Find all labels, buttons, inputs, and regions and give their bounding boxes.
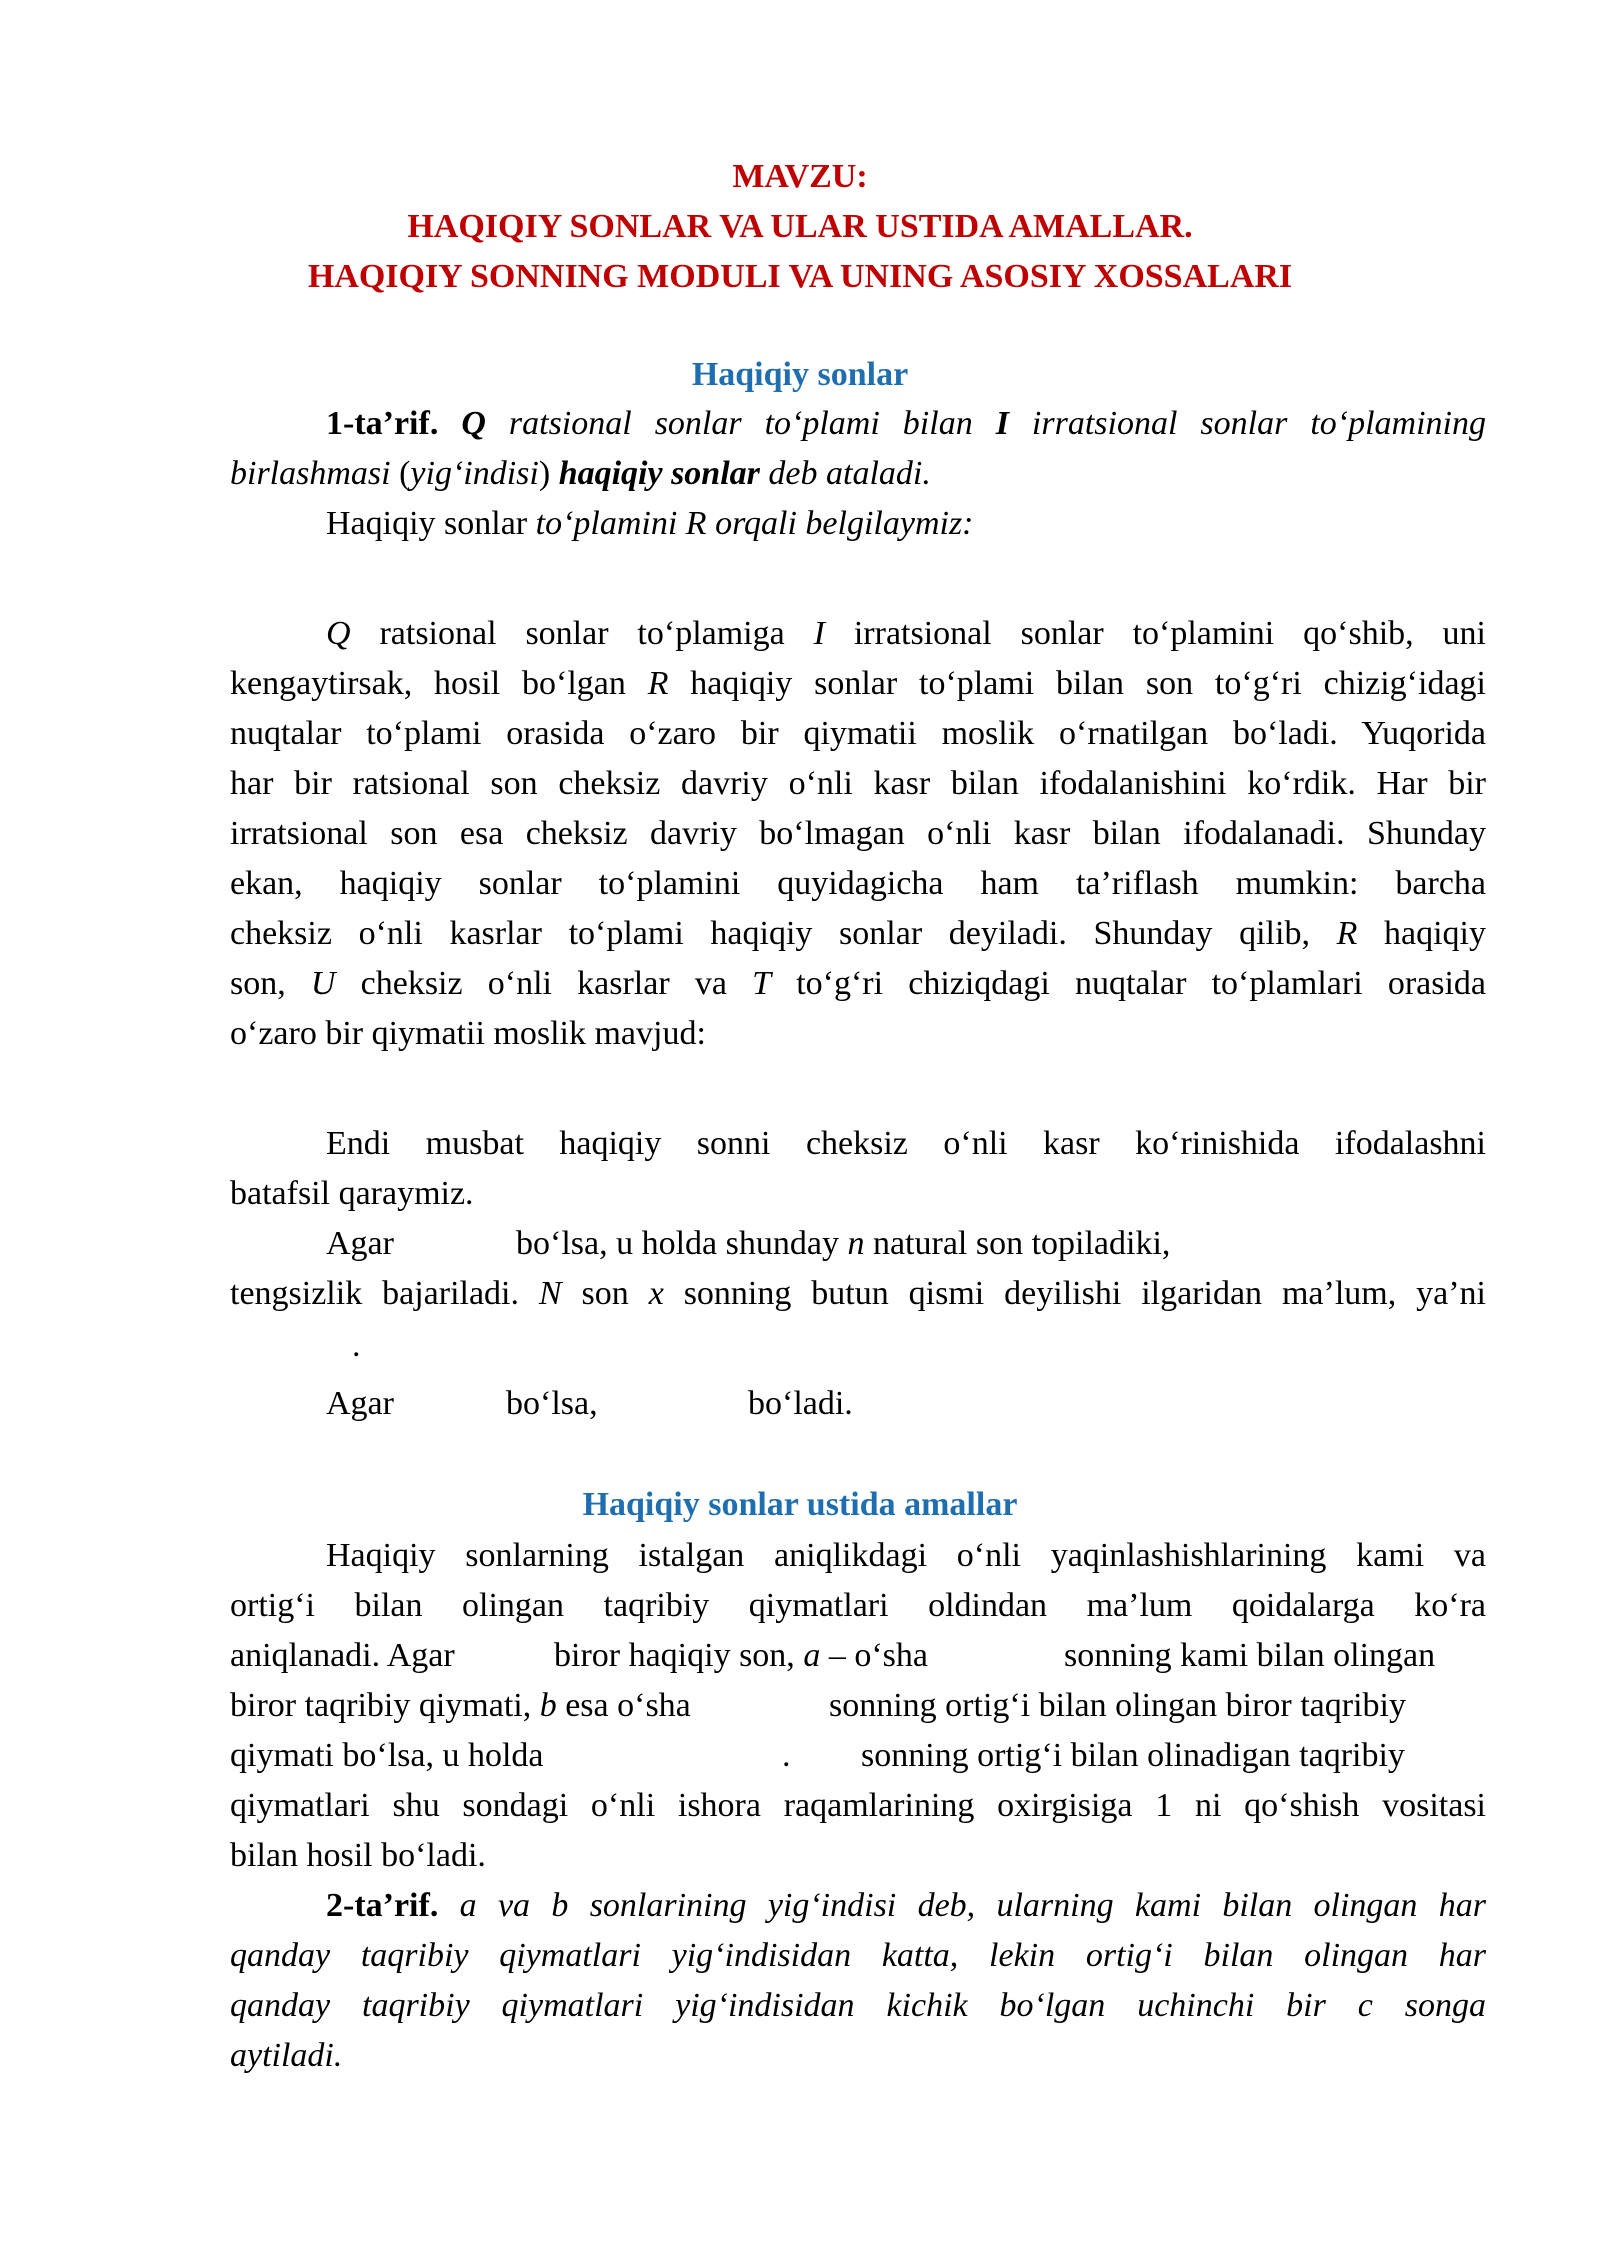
paragraph-2-line-6-bolsa: bo‘lsa,	[506, 1385, 598, 1422]
title-subtopic: HAQIQIY SONNING MODULI VA UNING ASOSIY XOSSALARI	[307, 258, 1293, 295]
operations-line-4-b: sonning ortig‘i bilan olingan biror taqribiy	[829, 1687, 1406, 1724]
notation-line: Haqiqiy sonlar to‘plamini R orqali belgilaymiz:	[326, 505, 974, 542]
paragraph-1-line-5: irratsional son esa cheksiz davriy bo‘lmagan o‘nli kasr bilan ifodalanadi. Shunday	[230, 815, 1486, 852]
operations-line-5-c: sonning ortig‘i bilan olinadigan taqribiy	[861, 1737, 1405, 1774]
paragraph-2-line-4: tengsizlik bajariladi. N son x sonning butun qismi deyilishi ilgaridan ma’lum, ya’ni	[230, 1275, 1486, 1312]
paragraph-1-line-8: son, U cheksiz o‘nli kasrlar va T to‘g‘ri chiziqdagi nuqtalar to‘plamlari orasida	[230, 965, 1486, 1002]
section-heading-haqiqiy-sonlar: Haqiqiy sonlar	[691, 356, 909, 393]
operations-line-4-a: biror taqribiy qiymati, b esa o‘sha	[230, 1687, 691, 1724]
section-heading-amallar: Haqiqiy sonlar ustida amallar	[582, 1486, 1018, 1523]
definition-2-line-1: 2-ta’rif. a va b sonlarining yig‘indisi deb, ularning kami bilan olingan har	[326, 1887, 1486, 1924]
definition-2-line-4: aytiladi.	[230, 2037, 343, 2074]
operations-line-3-a: aniqlanadi. Agar	[230, 1637, 455, 1674]
paragraph-2-line-5: .	[352, 1327, 361, 1364]
operations-line-5-a: qiymati bo‘lsa, u holda	[230, 1737, 544, 1774]
title-mavzu: MAVZU:	[732, 158, 868, 195]
definition-1-line-2: birlashmasi (yig‘indisi) haqiqiy sonlar deb ataladi.	[230, 455, 931, 492]
paragraph-2-line-3-rest: bo‘lsa, u holda shunday n natural son topiladiki,	[516, 1225, 1171, 1262]
paragraph-1-line-3: nuqtalar to‘plami orasida o‘zaro bir qiymatii moslik o‘rnatilgan bo‘ladi. Yuqorida	[230, 715, 1486, 752]
definition-2-line-3: qanday taqribiy qiymatlari yig‘indisidan kichik bo‘lgan uchinchi bir c songa	[230, 1987, 1486, 2024]
paragraph-1-line-9: o‘zaro bir qiymatii moslik mavjud:	[230, 1015, 706, 1052]
definition-2-label: 2-ta’rif.	[326, 1887, 439, 1924]
paragraph-2-line-3-agar: Agar	[326, 1225, 394, 1262]
operations-line-1: Haqiqiy sonlarning istalgan aniqlikdagi o‘nli yaqinlashishlarining kami va	[326, 1537, 1486, 1574]
paragraph-2-line-1: Endi musbat haqiqiy sonni cheksiz o‘nli kasr ko‘rinishida ifodalashni	[326, 1125, 1486, 1162]
paragraph-1-line-6: ekan, haqiqiy sonlar to‘plamini quyidagicha ham ta’riflash mumkin: barcha	[230, 865, 1486, 902]
paragraph-1-line-7: cheksiz o‘nli kasrlar to‘plami haqiqiy sonlar deyiladi. Shunday qilib, R haqiqiy	[230, 915, 1486, 952]
paragraph-1-line-4: har bir ratsional son cheksiz davriy o‘nli kasr bilan ifodalanishini ko‘rdik. Har bir	[230, 765, 1486, 802]
paragraph-1-line-2: kengaytirsak, hosil bo‘lgan R haqiqiy sonlar to‘plami bilan son to‘g‘ri chizig‘idagi	[230, 665, 1486, 702]
paragraph-2-line-6-agar: Agar	[326, 1385, 394, 1422]
paragraph-1-line-1: Q ratsional sonlar to‘plamiga I irratsional sonlar to‘plamini qo‘shib, uni	[326, 615, 1486, 652]
paragraph-2-line-2: batafsil qaraymiz.	[230, 1175, 474, 1212]
paragraph-2-line-6-boladi: bo‘ladi.	[748, 1385, 853, 1422]
operations-line-3-b: biror haqiqiy son, a – o‘sha	[554, 1637, 928, 1674]
operations-line-2: ortig‘i bilan olingan taqribiy qiymatlari oldindan ma’lum qoidalarga ko‘ra	[230, 1587, 1486, 1624]
definition-1-line-1: 1-ta’rif. Q ratsional sonlar to‘plami bilan I irratsional sonlar to‘plamining	[326, 405, 1486, 442]
definition-2-line-2: qanday taqribiy qiymatlari yig‘indisidan katta, lekin ortig‘i bilan olingan har	[230, 1937, 1486, 1974]
operations-line-5-b: .	[782, 1737, 791, 1774]
operations-line-6: qiymatlari shu sondagi o‘nli ishora raqamlarining oxirgisiga 1 ni qo‘shish vositasi	[230, 1787, 1486, 1824]
definition-1-label: 1-ta’rif.	[326, 405, 439, 442]
title-topic: HAQIQIY SONLAR VA ULAR USTIDA AMALLAR.	[407, 208, 1193, 245]
operations-line-7: bilan hosil bo‘ladi.	[230, 1837, 486, 1874]
operations-line-3-c: sonning kami bilan olingan	[1064, 1637, 1436, 1674]
